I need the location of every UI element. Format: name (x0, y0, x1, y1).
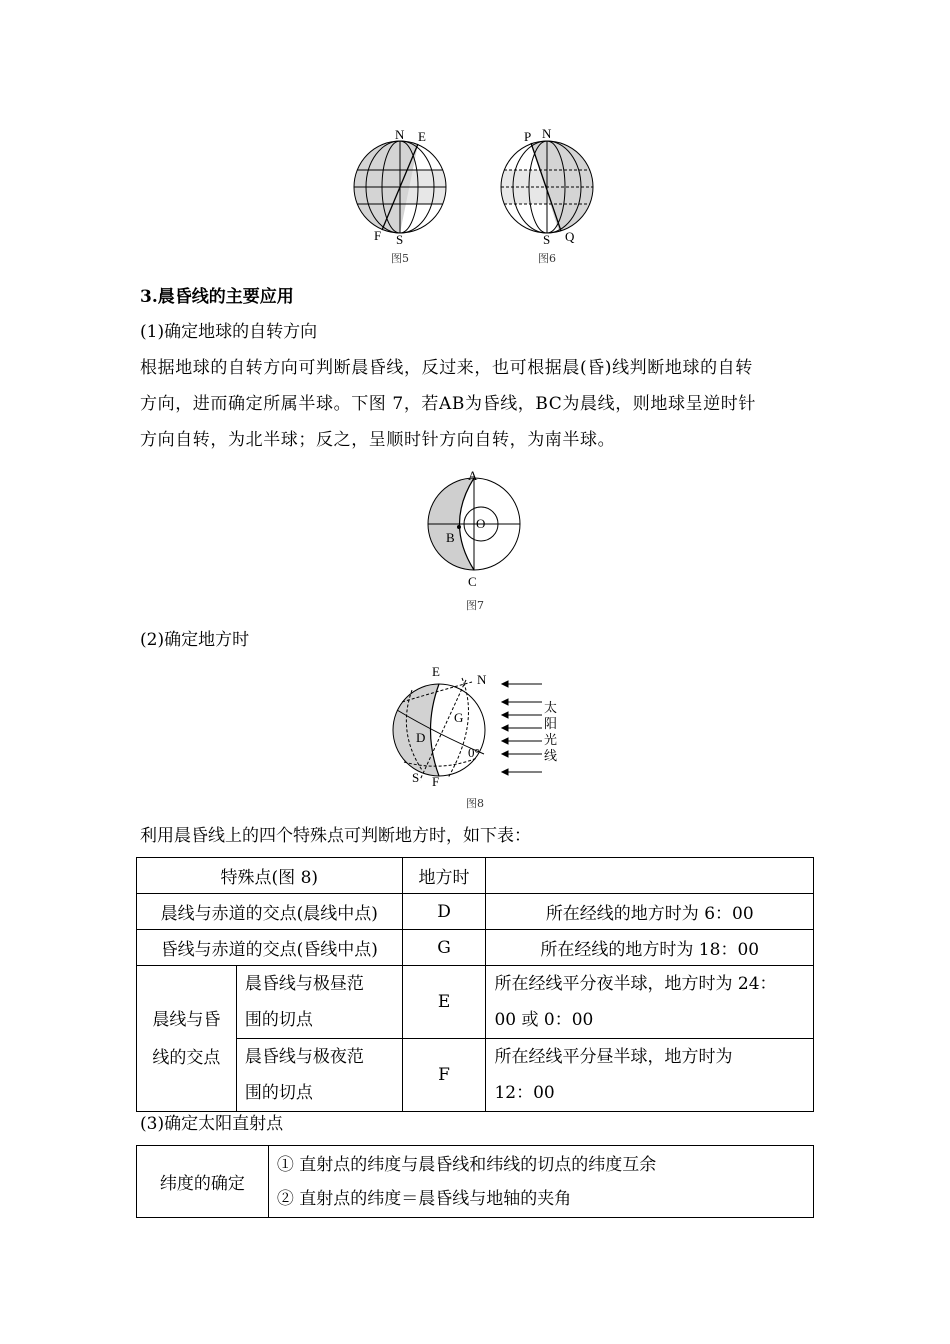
local-time-table (136, 857, 814, 1112)
table-row (137, 930, 814, 966)
paragraph-line: 方向自转，为北半球；反之，呈顺时针方向自转，为南半球。 (140, 430, 616, 450)
fig6-label-n: N (542, 126, 552, 141)
sub-point-cell (236, 966, 402, 1039)
sub-point-cell (236, 1039, 402, 1112)
point-letter-cell: F (402, 1039, 486, 1112)
fig8-label-s: S (412, 770, 420, 785)
special-point-cell: 晨线与赤道的交点(晨线中点) (137, 894, 403, 930)
cell-line: 晨昏线与极夜范 (244, 1047, 364, 1067)
paragraph-table-intro: 利用晨昏线上的四个特殊点可判断地方时，如下表： (140, 826, 531, 846)
cell-line: 所在经线平分夜半球，地方时为 24： (494, 974, 777, 994)
paragraph-line: 根据地球的自转方向可判断晨昏线，反过来，也可根据晨(昏)线判断地球的自转 (140, 358, 753, 378)
cell-line: 12：00 (494, 1083, 555, 1103)
subheading-rotation-direction: (1)确定地球的自转方向 (140, 322, 318, 342)
fig8-caption: 图8 (466, 797, 484, 810)
figure-5 (350, 128, 455, 248)
fig7-label-b: B (446, 530, 455, 545)
fig8-label-n: N (477, 672, 487, 687)
fig7-caption: 图7 (466, 599, 484, 612)
cell-line: 00 或 0：00 (494, 1010, 594, 1030)
point-b (457, 525, 461, 529)
fig6-label-q: Q (565, 229, 575, 244)
group-label-line: 晨线与昏 (152, 1009, 221, 1030)
table-row (137, 1039, 814, 1112)
fig5-label-n: N (395, 127, 405, 142)
fig7-label-c: C (468, 574, 477, 589)
fig5-caption: 图5 (391, 252, 409, 265)
point-letter-cell: E (402, 966, 486, 1039)
paragraph-rotation (140, 350, 756, 458)
list-item: ② 直射点的纬度＝晨昏线与地轴的夹角 (276, 1188, 572, 1209)
sunlight-char: 阳 (544, 717, 558, 732)
local-time-cell (486, 966, 814, 1039)
local-time-cell (486, 1039, 814, 1112)
local-time-cell: 所在经线的地方时为 18：00 (486, 930, 814, 966)
subheading-local-time: (2)确定地方时 (140, 630, 250, 650)
table-row (137, 1146, 814, 1218)
cell-line: 围的切点 (244, 1083, 313, 1103)
fig5-label-f: F (374, 228, 382, 243)
table-header-row (137, 858, 814, 894)
table-row (137, 894, 814, 930)
group-label-line: 线的交点 (152, 1047, 221, 1068)
header-cell: 特殊点(图 8) (137, 858, 403, 894)
label-cell: 纬度的确定 (137, 1146, 269, 1218)
fig8-label-e: E (432, 664, 440, 679)
cell-line: 所在经线平分昼半球，地方时为 (494, 1047, 733, 1067)
group-label-cell (137, 966, 237, 1112)
header-cell: 地方时 (402, 858, 486, 894)
point-letter-cell: D (402, 894, 486, 930)
table-row (137, 966, 814, 1039)
figure-7 (425, 470, 525, 590)
fig6-label-p: P (524, 129, 532, 144)
section-heading: 3.晨昏线的主要应用 (140, 287, 294, 307)
list-item: ① 直射点的纬度与晨昏线和纬线的切点的纬度互余 (276, 1154, 657, 1175)
figure-8 (392, 662, 562, 790)
sunlight-char: 太 (544, 701, 558, 716)
special-point-cell: 昏线与赤道的交点(昏线中点) (137, 930, 403, 966)
cell-line: 围的切点 (244, 1010, 313, 1030)
fig8-label-d: D (416, 730, 426, 745)
sunlight-char: 光 (544, 733, 558, 748)
fig7-label-a: A (468, 468, 478, 483)
sunlight-arrows (502, 681, 542, 775)
fig5-label-s: S (396, 232, 404, 247)
point-letter-cell: G (402, 930, 486, 966)
fig7-label-o: O (476, 516, 486, 531)
sunlight-label (544, 700, 557, 764)
fig8-label-zero: 0° (468, 745, 480, 760)
header-cell (486, 858, 814, 894)
fig6-label-s: S (543, 232, 551, 247)
local-time-cell: 所在经线的地方时为 6：00 (486, 894, 814, 930)
content-cell (268, 1146, 813, 1218)
figure-6 (497, 128, 607, 248)
fig5-label-e: E (418, 129, 426, 144)
subsolar-table (136, 1145, 814, 1218)
sunlight-char: 线 (544, 749, 558, 764)
fig8-label-f: F (432, 774, 440, 789)
paragraph-line: 方向，进而确定所属半球。下图 7，若AB为昏线，BC为晨线，则地球呈逆时针 (140, 394, 757, 414)
subheading-subsolar-point: (3)确定太阳直射点 (140, 1114, 284, 1134)
cell-line: 晨昏线与极昼范 (244, 974, 364, 994)
fig6-caption: 图6 (538, 252, 556, 265)
fig8-label-g: G (454, 710, 464, 725)
